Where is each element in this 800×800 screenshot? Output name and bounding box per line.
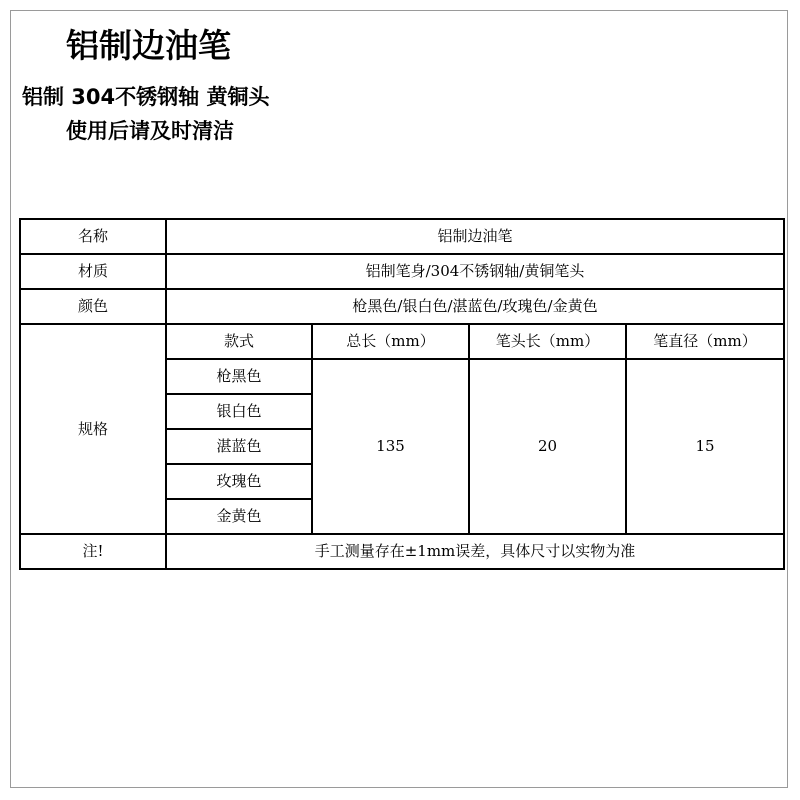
subtitle-materials: 铝制 304不锈钢轴 黄铜头 xyxy=(22,85,270,109)
spec-header-diameter: 笔直径（mm） xyxy=(626,324,784,359)
table-row-material xyxy=(20,254,784,289)
page-title: 铝制边油笔 xyxy=(66,26,231,65)
spec-total-length-value: 135 xyxy=(312,359,469,534)
table-row-spec-header xyxy=(20,324,784,359)
spec-style-cell: 银白色 xyxy=(166,394,312,429)
spec-header-tip-length: 笔头长（mm） xyxy=(469,324,626,359)
row-value-color: 枪黑色/银白色/湛蓝色/玫瑰色/金黄色 xyxy=(166,289,784,324)
table-row-note xyxy=(20,534,784,569)
row-label-name: 名称 xyxy=(20,219,166,254)
spec-header-style: 款式 xyxy=(166,324,312,359)
spec-style-cell: 枪黑色 xyxy=(166,359,312,394)
spec-style-cell: 金黄色 xyxy=(166,499,312,534)
spec-diameter-value: 15 xyxy=(626,359,784,534)
spec-style-cell: 玫瑰色 xyxy=(166,464,312,499)
row-label-material: 材质 xyxy=(20,254,166,289)
row-value-material: 铝制笔身/304不锈钢轴/黄铜笔头 xyxy=(166,254,784,289)
spec-tip-length-value: 20 xyxy=(469,359,626,534)
row-value-name: 铝制边油笔 xyxy=(166,219,784,254)
spec-table xyxy=(19,218,785,570)
row-value-note: 手工测量存在±1mm误差，具体尺寸以实物为准 xyxy=(166,534,784,569)
spec-header-total-length: 总长（mm） xyxy=(312,324,469,359)
subtitle-care: 使用后请及时清洁 xyxy=(66,119,234,143)
row-label-note: 注! xyxy=(20,534,166,569)
row-label-spec: 规格 xyxy=(20,324,166,534)
table-row-color xyxy=(20,289,784,324)
table-row-name xyxy=(20,219,784,254)
row-label-color: 颜色 xyxy=(20,289,166,324)
spec-style-cell: 湛蓝色 xyxy=(166,429,312,464)
